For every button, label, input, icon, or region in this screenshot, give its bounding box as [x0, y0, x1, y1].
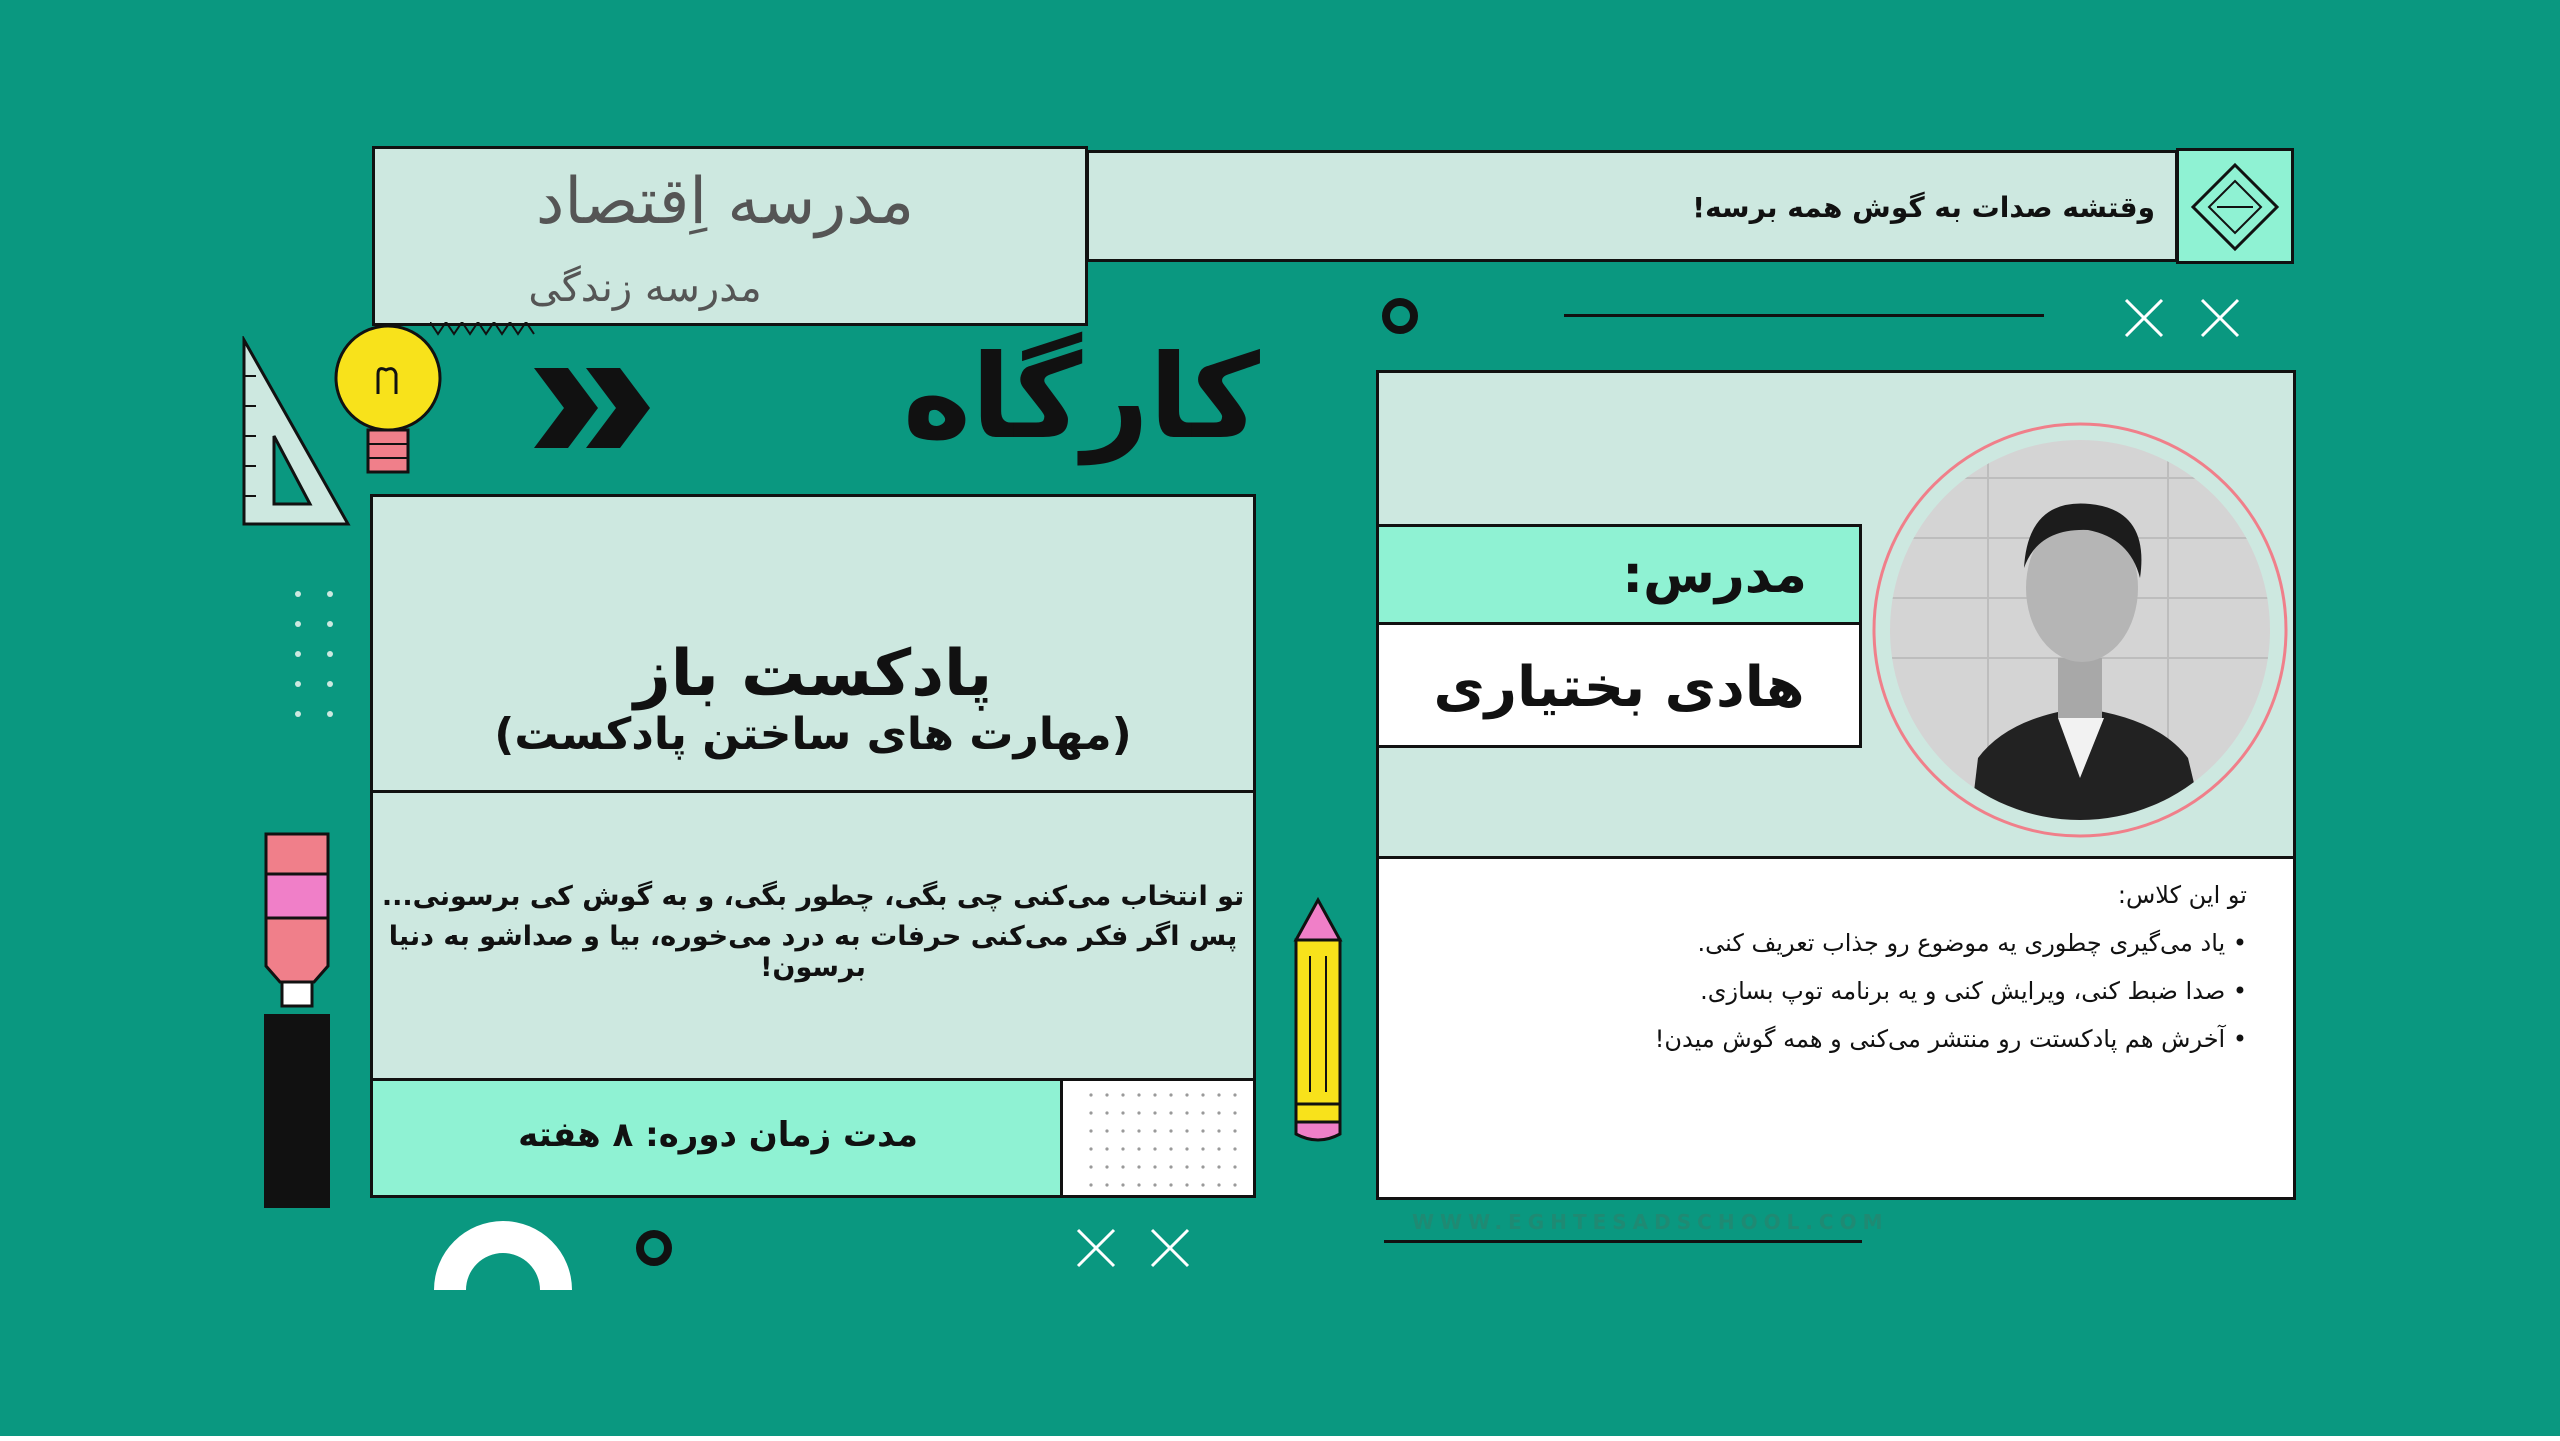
- class-bullet-2: [1700, 977, 2247, 1005]
- class-bullet-2-text: صدا ضبط کنی، ویرایش کنی و یه برنامه توپ بسازی.: [1700, 977, 2226, 1005]
- instructor-name: هادی بختیاری: [1433, 655, 1805, 720]
- small-ring-decoration: [1380, 296, 1420, 336]
- duration-text: مدت زمان دوره: ۸ هفته: [518, 1115, 918, 1155]
- description-line-2: پس اگر فکر می‌کنی حرفات به درد می‌خوره، بیا و صداشو به دنیا برسون!: [388, 921, 1238, 983]
- class-bullet-3: [1655, 1025, 2247, 1053]
- instructor-label-box: [1376, 524, 1862, 626]
- close-icon: [1074, 1226, 1118, 1270]
- duration-box: [370, 1078, 1064, 1198]
- half-ring-decoration: [428, 1212, 578, 1292]
- divider-line: [1564, 314, 2044, 317]
- footer-line: [1384, 1240, 1862, 1243]
- close-icon: [2122, 296, 2166, 340]
- class-intro: تو این کلاس:: [2117, 881, 2247, 909]
- workshop-title: پادکست باز: [633, 637, 993, 711]
- dot-pattern: [1087, 1091, 1256, 1195]
- bullet-icon: •: [2232, 1025, 2247, 1053]
- class-bullet-1: [1698, 929, 2247, 957]
- description-line-1: تو انتخاب می‌کنی چی بگی، چطور بگی، و به گوش کی برسونی...: [381, 881, 1245, 912]
- class-bullet-1-text: یاد می‌گیری چطوری یه موضوع رو جذاب تعریف کنی.: [1697, 929, 2226, 957]
- brand-title: مدرسه اِقتصاد: [535, 165, 915, 239]
- class-bullet-3-text: آخرش هم پادکستت رو منتشر می‌کنی و همه گوش میدن!: [1654, 1025, 2226, 1053]
- double-chevron-icon: [534, 368, 654, 448]
- small-ring-decoration: [634, 1228, 674, 1268]
- close-icon: [2198, 296, 2242, 340]
- workshop-heading: کارگاه: [902, 330, 1260, 465]
- dots-box: [1060, 1078, 1256, 1198]
- workshop-subtitle: (مهارت های ساختن پادکست): [494, 709, 1132, 760]
- workshop-title-box: [370, 494, 1256, 794]
- dot-grid-decoration: [290, 586, 350, 726]
- instructor-name-box: [1376, 622, 1862, 748]
- brand-title-box: [372, 146, 1088, 326]
- tagline-box: [1086, 150, 2178, 262]
- brand-subtitle: مدرسه زندگی: [528, 265, 762, 311]
- light-bulb-icon: [330, 322, 446, 474]
- class-info-box: [1376, 856, 2296, 1200]
- instructor-photo: [1868, 418, 2292, 842]
- close-icon: [1148, 1226, 1192, 1270]
- logo-box: [2176, 148, 2294, 264]
- workshop-description-box: [370, 790, 1256, 1082]
- instructor-label: مدرس:: [1622, 545, 1807, 605]
- bullet-icon: •: [2232, 977, 2247, 1005]
- pencil-icon: [1288, 896, 1348, 1146]
- marker-icon: [262, 830, 332, 1210]
- website-text: WWW.EGHTESADSCHOOL.COM: [1412, 1210, 1889, 1234]
- zigzag-decoration: [430, 322, 540, 338]
- bottom-border: [0, 1436, 2560, 1441]
- school-logo-icon: [2187, 159, 2283, 255]
- bullet-icon: •: [2232, 929, 2247, 957]
- tagline-text: وقتشه صدات به گوش همه برسه!: [1692, 191, 2155, 224]
